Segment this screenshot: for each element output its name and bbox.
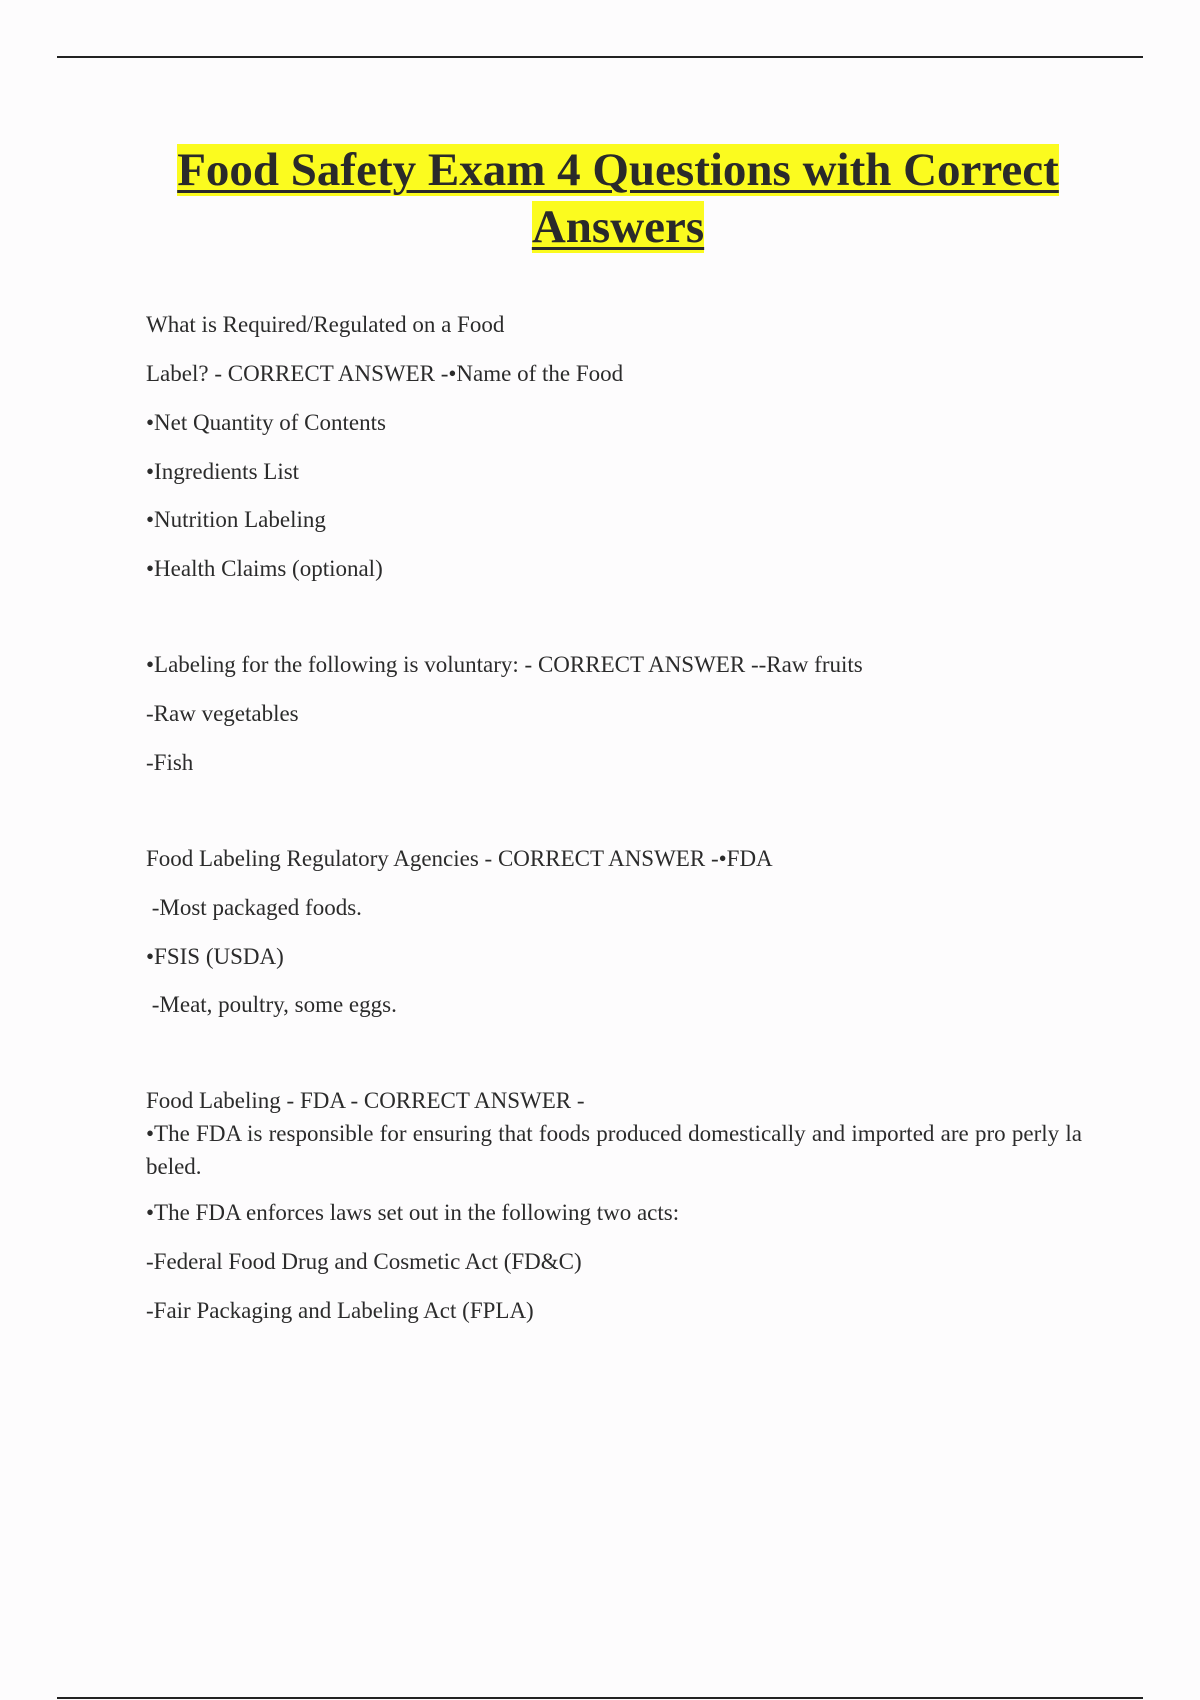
q1-question-line-2: Label? - CORRECT ANSWER -•Name of the Food xyxy=(146,361,624,386)
q2-question-line: •Labeling for the following is voluntary: - CORRECT ANSWER --Raw fruits xyxy=(146,652,863,677)
q4-answer-paragraph: •The FDA is responsible for ensuring that foods produced domestically and imported are pro perly labeled. xyxy=(146,1121,1082,1179)
title-line-2: Answers xyxy=(531,201,705,253)
q1-answer-item: •Ingredients List xyxy=(146,459,300,484)
q4-question-line: Food Labeling - FDA - CORRECT ANSWER - xyxy=(146,1088,585,1113)
q3-answer-item: •FSIS (USDA) xyxy=(146,944,284,969)
q1-question-line-1: What is Required/Regulated on a Food xyxy=(146,312,505,337)
q1-answer-item: •Nutrition Labeling xyxy=(146,507,326,532)
footer-rule xyxy=(57,1697,1143,1699)
q3-answer-item: -Most packaged foods. xyxy=(146,895,362,920)
q3-question-line: Food Labeling Regulatory Agencies - CORRECT ANSWER -•FDA xyxy=(146,846,773,871)
q1-answer-item: •Health Claims (optional) xyxy=(146,556,383,581)
q1-answer-item: •Net Quantity of Contents xyxy=(146,410,386,435)
document-title xyxy=(0,142,1200,256)
q4-answer-item: •The FDA enforces laws set out in the following two acts: xyxy=(146,1200,680,1225)
q4-answer-item: -Federal Food Drug and Cosmetic Act (FD&C) xyxy=(146,1249,582,1274)
q2-answer-item: -Raw vegetables xyxy=(146,701,299,726)
title-line-1: Food Safety Exam 4 Questions with Correct xyxy=(177,144,1059,196)
q2-answer-item: -Fish xyxy=(146,750,194,775)
header-rule xyxy=(57,56,1143,58)
q3-answer-item: -Meat, poultry, some eggs. xyxy=(146,992,397,1017)
q4-answer-item: -Fair Packaging and Labeling Act (FPLA) xyxy=(146,1298,534,1323)
